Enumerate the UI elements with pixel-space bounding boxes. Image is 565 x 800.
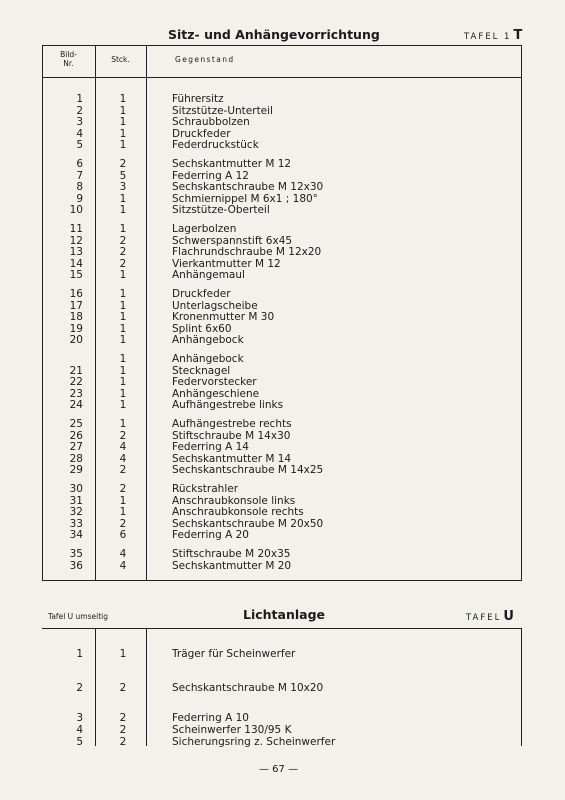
quantity-cell: 2 bbox=[119, 682, 127, 694]
description-cell: Anschraubkonsole links bbox=[172, 494, 296, 507]
description-cell: Scheinwerfer 130/95 K bbox=[172, 724, 292, 736]
description-cell: Vierkantmutter M 12 bbox=[172, 257, 281, 270]
tafel-t-text: TAFEL 1 bbox=[464, 32, 512, 42]
bild-nr-cell: 15 bbox=[69, 269, 83, 282]
quantity-cell: 1 bbox=[119, 139, 127, 152]
section-u-title: Lichtanlage bbox=[243, 607, 326, 622]
description-cell: Federring A 10 bbox=[172, 712, 249, 724]
col-header-bild-nr bbox=[42, 50, 95, 68]
bild-nr-cell: 25 bbox=[69, 418, 83, 430]
quantity-cell: 1 bbox=[119, 299, 127, 312]
bild-nr-cell: 20 bbox=[69, 334, 83, 347]
description-cell: Rückstrahler bbox=[172, 483, 239, 495]
tafel-u-note: Tafel U umseitig bbox=[48, 612, 108, 621]
description-cell: Federring A 12 bbox=[172, 169, 249, 182]
quantity-cell: 1 bbox=[119, 334, 127, 347]
bild-nr-cell: 10 bbox=[69, 204, 83, 217]
quantity-cell: 1 bbox=[119, 223, 127, 235]
col-u-divider-2 bbox=[146, 628, 147, 746]
description-cell: Unterlagscheibe bbox=[172, 299, 258, 312]
quantity-cell: 2 bbox=[119, 429, 127, 442]
description-cell: Sechskantmutter M 20 bbox=[172, 559, 292, 572]
quantity-cell: 6 bbox=[119, 529, 127, 542]
bild-nr-cell: 11 bbox=[69, 223, 83, 235]
description-cell: Federvorstecker bbox=[172, 376, 257, 389]
quantity-cell: 1 bbox=[119, 192, 127, 205]
quantity-cell: 1 bbox=[119, 127, 127, 140]
bild-nr-cell: 6 bbox=[76, 158, 83, 170]
bild-nr-cell: 31 bbox=[69, 494, 83, 507]
description-cell: Stecknagel bbox=[172, 364, 231, 377]
quantity-cell: 1 bbox=[119, 387, 127, 400]
description-cell: Druckfeder bbox=[172, 288, 231, 300]
bild-nr-cell: 35 bbox=[69, 548, 83, 560]
description-cell: Schwerspannstift 6x45 bbox=[172, 234, 293, 247]
description-cell: Federdruckstück bbox=[172, 139, 259, 152]
quantity-cell: 1 bbox=[119, 269, 127, 282]
bild-nr-cell: 36 bbox=[69, 559, 83, 572]
description-cell: Anhängeschiene bbox=[172, 387, 260, 400]
bild-nr-cell: 2 bbox=[76, 104, 83, 117]
description-cell: Träger für Scheinwerfer bbox=[172, 648, 296, 660]
quantity-cell: 1 bbox=[119, 116, 127, 129]
bild-nr-cell: 22 bbox=[69, 376, 83, 389]
bild-nr-cell: 18 bbox=[69, 311, 83, 324]
bild-nr-cell: 7 bbox=[76, 169, 83, 182]
page-number: — 67 — bbox=[259, 764, 299, 775]
quantity-cell: 1 bbox=[119, 204, 127, 217]
description-cell: Aufhängestrebe links bbox=[172, 399, 284, 412]
quantity-cell: 1 bbox=[119, 418, 127, 430]
quantity-cell: 1 bbox=[119, 288, 127, 300]
tafel-u-text: TAFEL bbox=[466, 613, 502, 623]
bild-nr-cell: 2 bbox=[76, 682, 83, 694]
quantity-cell: 1 bbox=[119, 506, 127, 519]
col-header-stck: Stck. bbox=[111, 55, 130, 64]
quantity-cell: 2 bbox=[119, 712, 127, 724]
bild-nr-cell: 32 bbox=[69, 506, 83, 519]
bild-nr-cell: 27 bbox=[69, 441, 83, 454]
description-cell: Federring A 20 bbox=[172, 529, 249, 542]
bild-nr-cell: 14 bbox=[69, 257, 83, 270]
tafel-u-letter: U bbox=[503, 609, 514, 624]
description-cell: Flachrundschraube M 12x20 bbox=[172, 246, 322, 259]
col-header-bild-line1: Bild- bbox=[60, 50, 77, 59]
description-cell: Führersitz bbox=[172, 93, 224, 105]
bild-nr-cell: 8 bbox=[76, 181, 83, 194]
quantity-cell: 5 bbox=[119, 169, 127, 182]
table-u-right-rule bbox=[521, 628, 522, 746]
description-cell: Schraubbolzen bbox=[172, 116, 250, 129]
quantity-cell: 4 bbox=[119, 548, 127, 560]
quantity-cell: 2 bbox=[119, 234, 127, 247]
col-u-divider-1 bbox=[95, 628, 96, 746]
quantity-cell: 1 bbox=[119, 322, 127, 335]
tafel-u-label bbox=[466, 609, 514, 624]
description-cell: Anhängebock bbox=[172, 353, 244, 365]
bild-nr-cell: 16 bbox=[69, 288, 83, 300]
bild-nr-cell: 30 bbox=[69, 483, 83, 495]
col-divider-1 bbox=[95, 45, 96, 581]
table-t-header-rule bbox=[42, 77, 522, 78]
quantity-cell: 2 bbox=[119, 246, 127, 259]
bild-nr-cell: 29 bbox=[69, 464, 83, 477]
bild-nr-cell: 19 bbox=[69, 322, 83, 335]
bild-nr-cell: 17 bbox=[69, 299, 83, 312]
bild-nr-cell: 3 bbox=[76, 116, 83, 129]
bild-nr-cell: 5 bbox=[76, 736, 83, 748]
quantity-cell: 2 bbox=[119, 257, 127, 270]
quantity-cell: 1 bbox=[119, 376, 127, 389]
bild-nr-cell: 21 bbox=[69, 364, 83, 377]
description-cell: Druckfeder bbox=[172, 127, 231, 140]
description-cell: Sechskantschraube M 10x20 bbox=[172, 682, 324, 694]
description-cell: Stiftschraube M 14x30 bbox=[172, 429, 291, 442]
description-cell: Splint 6x60 bbox=[172, 322, 232, 335]
description-cell: Sechskantschraube M 14x25 bbox=[172, 464, 324, 477]
bild-nr-cell: 26 bbox=[69, 429, 83, 442]
tafel-t-letter: T bbox=[513, 28, 523, 43]
bild-nr-cell: 12 bbox=[69, 234, 83, 247]
description-cell: Schmiernippel M 6x1 ; 180° bbox=[172, 192, 318, 205]
quantity-cell: 2 bbox=[119, 483, 127, 495]
description-cell: Lagerbolzen bbox=[172, 223, 237, 235]
quantity-cell: 4 bbox=[119, 441, 127, 454]
description-cell: Sechskantschraube M 12x30 bbox=[172, 181, 324, 194]
quantity-cell: 4 bbox=[119, 452, 127, 465]
quantity-cell: 3 bbox=[119, 181, 127, 194]
quantity-cell: 2 bbox=[119, 158, 127, 170]
quantity-cell: 1 bbox=[119, 648, 127, 660]
bild-nr-cell: 1 bbox=[76, 648, 83, 660]
description-cell: Anhängemaul bbox=[172, 269, 245, 282]
tafel-t-label bbox=[464, 28, 522, 43]
quantity-cell: 1 bbox=[119, 104, 127, 117]
bild-nr-cell: 33 bbox=[69, 517, 83, 530]
quantity-cell: 1 bbox=[119, 364, 127, 377]
bild-nr-cell: 24 bbox=[69, 399, 83, 412]
bild-nr-cell: 3 bbox=[76, 712, 83, 724]
bild-nr-cell: 4 bbox=[76, 127, 83, 140]
description-cell: Kronenmutter M 30 bbox=[172, 311, 275, 324]
table-u-top-rule bbox=[42, 628, 522, 629]
bild-nr-cell: 5 bbox=[76, 139, 83, 152]
bild-nr-cell: 23 bbox=[69, 387, 83, 400]
description-cell: Anhängebock bbox=[172, 334, 244, 347]
description-cell: Aufhängestrebe rechts bbox=[172, 418, 292, 430]
quantity-cell: 1 bbox=[119, 353, 127, 365]
quantity-cell: 2 bbox=[119, 736, 127, 748]
bild-nr-cell: 1 bbox=[76, 93, 83, 105]
quantity-cell: 1 bbox=[119, 494, 127, 507]
col-header-bild-line2: Nr. bbox=[63, 59, 74, 68]
quantity-cell: 1 bbox=[119, 311, 127, 324]
quantity-cell: 2 bbox=[119, 517, 127, 530]
quantity-cell: 2 bbox=[119, 724, 127, 736]
description-cell: Anschraubkonsole rechts bbox=[172, 506, 304, 519]
description-cell: Sechskantmutter M 14 bbox=[172, 452, 292, 465]
quantity-cell: 2 bbox=[119, 464, 127, 477]
quantity-cell: 1 bbox=[119, 399, 127, 412]
quantity-cell: 4 bbox=[119, 559, 127, 572]
bild-nr-cell: 13 bbox=[69, 246, 83, 259]
bild-nr-cell: 28 bbox=[69, 452, 83, 465]
description-cell: Federring A 14 bbox=[172, 441, 249, 454]
quantity-cell: 1 bbox=[119, 93, 127, 105]
description-cell: Sicherungsring z. Scheinwerfer bbox=[172, 736, 336, 748]
description-cell: Sechskantmutter M 12 bbox=[172, 158, 292, 170]
bild-nr-cell: 9 bbox=[76, 192, 83, 205]
description-cell: Sitzstütze-Oberteil bbox=[172, 204, 270, 217]
col-header-gegenstand: Gegenstand bbox=[175, 55, 235, 64]
page-title: Sitz- und Anhängevorrichtung bbox=[168, 27, 380, 42]
description-cell: Stiftschraube M 20x35 bbox=[172, 548, 291, 560]
description-cell: Sechskantschraube M 20x50 bbox=[172, 517, 324, 530]
col-divider-2 bbox=[146, 45, 147, 581]
bild-nr-cell: 4 bbox=[76, 724, 83, 736]
bild-nr-cell: 34 bbox=[69, 529, 83, 542]
description-cell: Sitzstütze-Unterteil bbox=[172, 104, 273, 117]
